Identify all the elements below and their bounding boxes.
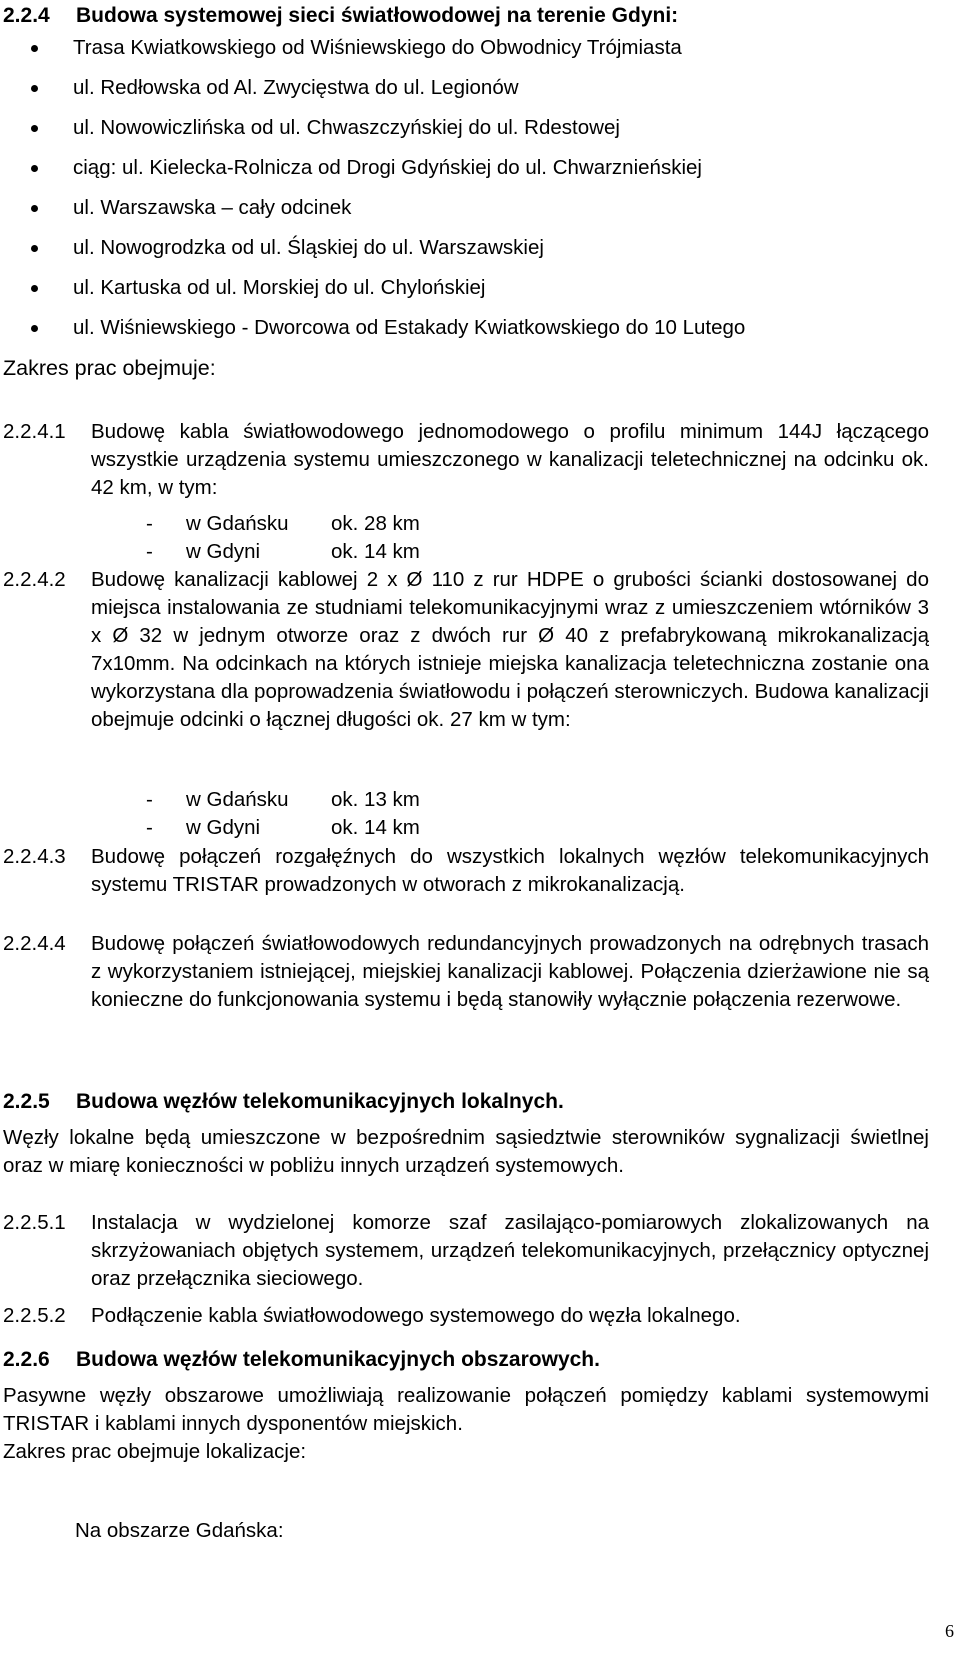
section-title: Budowa systemowej sieci światłowodowej na terenie Gdyni: bbox=[76, 4, 679, 27]
section-number: 2.2.5 bbox=[3, 1090, 50, 1113]
bullet-icon bbox=[31, 45, 38, 52]
paragraph-text: Podłączenie kabla światłowodowego systemowego do węzła lokalnego. bbox=[91, 1304, 741, 1327]
paragraph-2-2-4-3 bbox=[3, 843, 929, 899]
length-item: - w Gdyni ok. 14 km bbox=[146, 816, 420, 839]
bullet-icon bbox=[31, 165, 38, 172]
bullet-icon bbox=[31, 125, 38, 132]
bullet-icon bbox=[31, 245, 38, 252]
section-number: 2.2.4 bbox=[3, 4, 50, 27]
area-label: Na obszarze Gdańska: bbox=[75, 1519, 284, 1542]
bullet-icon bbox=[31, 285, 38, 292]
scope-label: Zakres prac obejmuje lokalizacje: bbox=[3, 1440, 307, 1463]
paragraph-2-2-4-2 bbox=[3, 566, 929, 734]
section-number: 2.2.6 bbox=[3, 1348, 50, 1371]
paragraph-2-2-5-2 bbox=[3, 1302, 929, 1330]
paragraph-text: Budowę kabla światłowodowego jednomodowego o profilu minimum 144J łączącego wszystkie urządzenia systemu umieszczonego w kanalizacji teletechnicznej na odcinku ok. 42 km, w tym: bbox=[91, 420, 929, 499]
section-title: Budowa węzłów telekomunikacyjnych lokalnych. bbox=[76, 1090, 564, 1113]
bullet-icon bbox=[31, 325, 38, 332]
bullet-icon bbox=[31, 85, 38, 92]
bullet-icon bbox=[31, 205, 38, 212]
section-heading-2-2-6 bbox=[3, 1346, 600, 1374]
paragraph-number: 2.2.4.4 bbox=[3, 932, 66, 955]
section-heading-2-2-4 bbox=[3, 2, 678, 30]
paragraph-number: 2.2.4.1 bbox=[3, 420, 66, 443]
paragraph-number: 2.2.4.3 bbox=[3, 845, 66, 868]
paragraph-text: Budowę połączeń rozgałęźnych do wszystkich lokalnych węzłów telekomunikacyjnych systemu TRISTAR prowadzonych w otworach z mikrokanalizacją. bbox=[91, 845, 929, 896]
length-item: - w Gdańsku ok. 13 km bbox=[146, 788, 420, 811]
scope-label: Zakres prac obejmuje: bbox=[3, 356, 216, 380]
paragraph-text: Budowę kanalizacji kablowej 2 x Ø 110 z rur HDPE o grubości ścianki dostosowanej do miejsca instalowania ze studniami telekomunikacyjnymi wraz z umieszczeniem wtórników 3 x Ø 32 w jednym otworze oraz z dwóch rur Ø 40 z prefabrykowaną mikrokanalizacją 7x10mm. Na odcinkach na których istnieje miejska kanalizacja teletechniczna zostanie ona wykorzystana dla poprowadzenia światłowodu i połączeń sterowniczych. Budowa kanalizacji obejmuje odcinki o łącznej długości ok. 27 km w tym: bbox=[91, 568, 929, 731]
section-intro: Węzły lokalne będą umieszczone w bezpośrednim sąsiedztwie sterowników sygnalizacji świetlnej oraz w miarę konieczności w pobliżu innych urządzeń systemowych. bbox=[3, 1126, 929, 1177]
paragraph-number: 2.2.5.2 bbox=[3, 1304, 66, 1327]
page-number: 6 bbox=[945, 1621, 954, 1641]
paragraph-text: Instalacja w wydzielonej komorze szaf zasilająco-pomiarowych zlokalizowanych na skrzyżowaniach objętych systemem, urządzeń telekomunikacyjnych, przełącznicy optycznej oraz przełącznika sieciowego. bbox=[91, 1211, 929, 1290]
section-intro: Pasywne węzły obszarowe umożliwiają realizowanie połączeń pomiędzy kablami systemowymi TRISTAR i kablami innych dysponentów miejskich. bbox=[3, 1384, 929, 1435]
paragraph-2-2-5-1 bbox=[3, 1209, 929, 1293]
paragraph-2-2-4-1 bbox=[3, 418, 929, 502]
section-title: Budowa węzłów telekomunikacyjnych obszarowych. bbox=[76, 1348, 600, 1371]
paragraph-number: 2.2.4.2 bbox=[3, 568, 66, 591]
paragraph-text: Budowę połączeń światłowodowych redundancyjnych prowadzonych na odrębnych trasach z wykorzystaniem istniejącej, miejskiej kanalizacji kablowej. Połączenia dzierżawione nie są konieczne do funkcjonowania systemu i będą stanowiły wyłącznie połączenia rezerwowe. bbox=[91, 932, 929, 1011]
section-heading-2-2-5 bbox=[3, 1088, 564, 1116]
paragraph-number: 2.2.5.1 bbox=[3, 1211, 66, 1234]
length-item: - w Gdyni ok. 14 km bbox=[146, 540, 420, 563]
paragraph-2-2-4-4 bbox=[3, 930, 929, 1014]
length-item: - w Gdańsku ok. 28 km bbox=[146, 512, 420, 535]
